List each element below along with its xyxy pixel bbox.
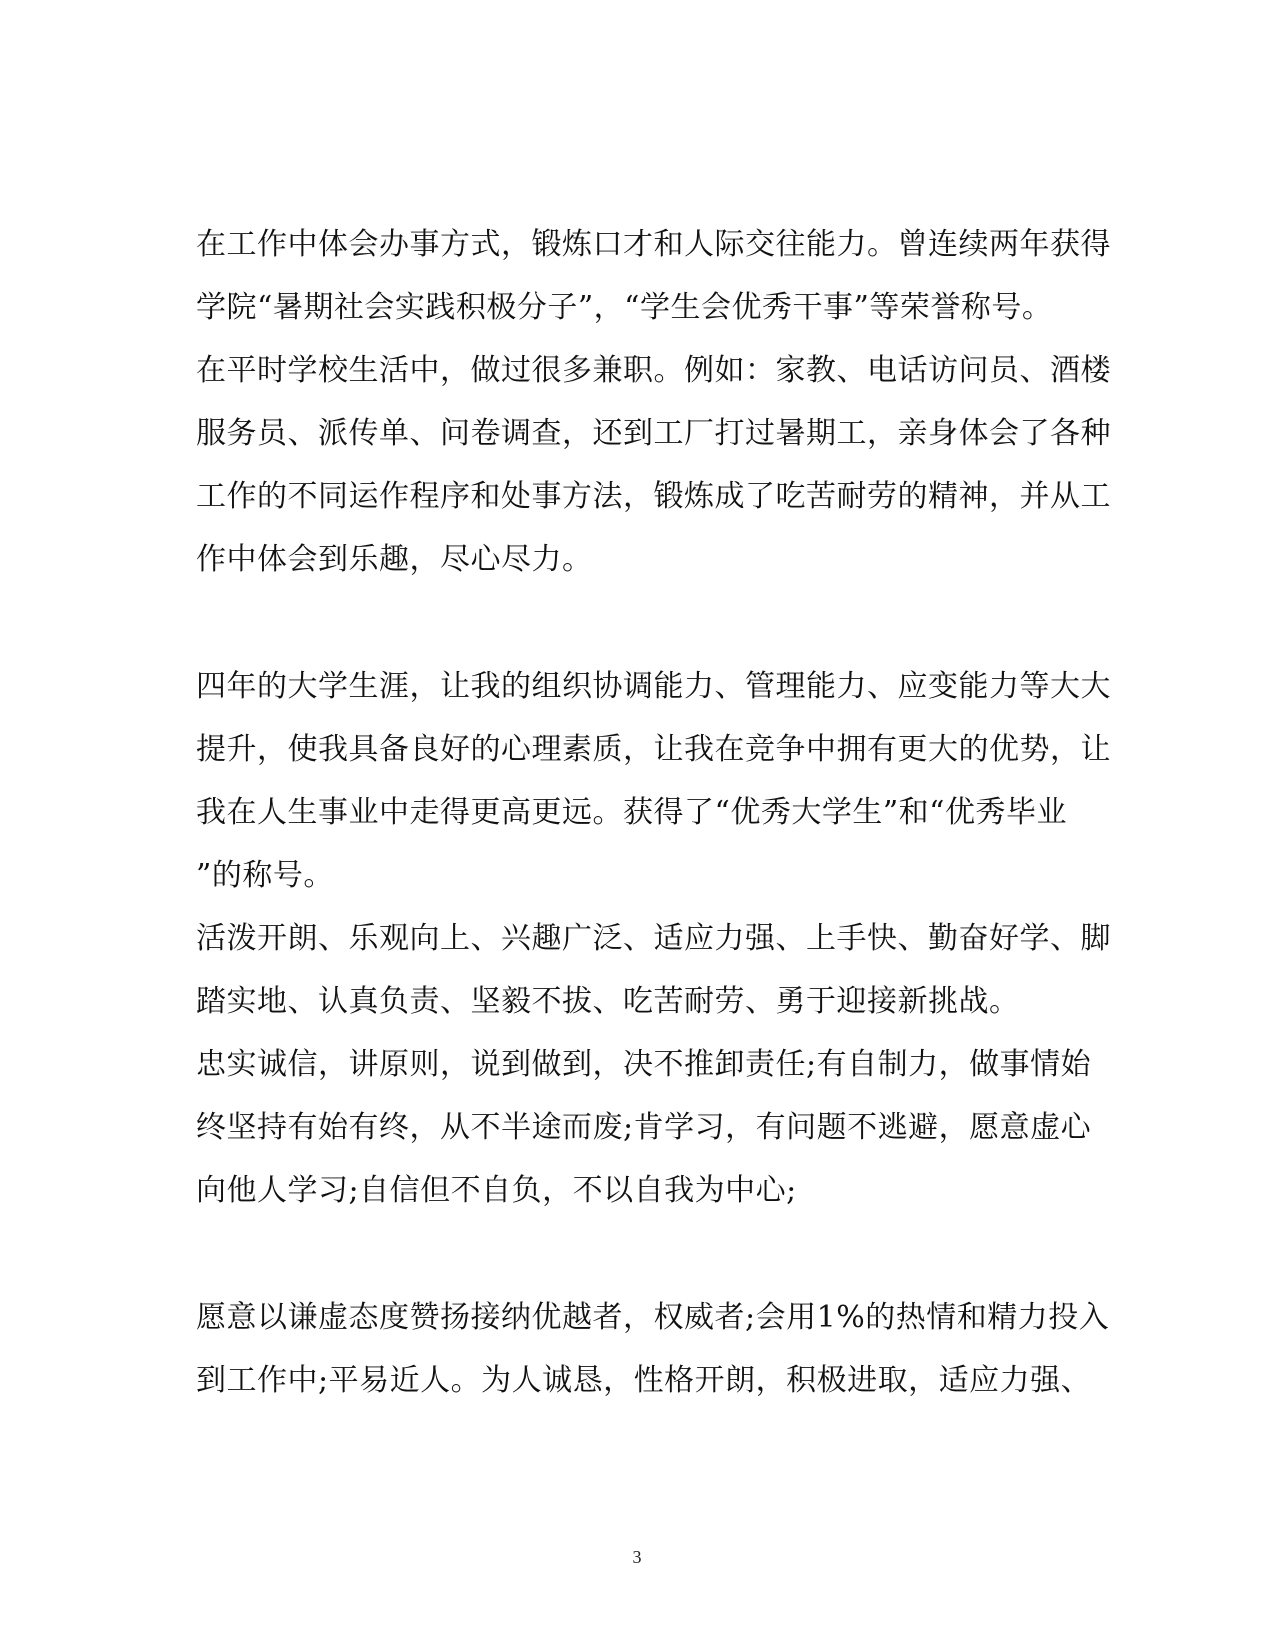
text-line: 服务员、派传单、问卷调查，还到工厂打过暑期工，亲身体会了各种	[196, 416, 1111, 451]
text-line: 活泼开朗、乐观向上、兴趣广泛、适应力强、上手快、勤奋好学、脚	[196, 921, 1111, 956]
text-line: 终坚持有始有终，从不半途而废;肯学习，有问题不逃避，愿意虚心	[196, 1110, 1092, 1145]
text-line: 忠实诚信，讲原则，说到做到，决不推卸责任;有自制力，做事情始	[196, 1047, 1092, 1082]
text-line: 愿意以谦虚态度赞扬接纳优越者，权威者;会用1%的热情和精力投入	[196, 1300, 1110, 1335]
text-line: 在工作中体会办事方式，锻炼口才和人际交往能力。曾连续两年获得	[196, 227, 1111, 262]
text-line: 我在人生事业中走得更高更远。获得了“优秀大学生”和“优秀毕业	[196, 795, 1068, 830]
text-line: 向他人学习;自信但不自负，不以自我为中心;	[196, 1173, 797, 1208]
text-line: 在平时学校生活中，做过很多兼职。例如：家教、电话访问员、酒楼	[196, 353, 1111, 388]
text-line: 提升，使我具备良好的心理素质，让我在竞争中拥有更大的优势，让	[196, 732, 1111, 767]
page-number: 3	[632, 1547, 642, 1567]
text-line: 工作的不同运作程序和处事方法，锻炼成了吃苦耐劳的精神，并从工	[196, 479, 1111, 514]
text-line: 作中体会到乐趣，尽心尽力。	[196, 542, 593, 577]
text-line: 到工作中;平易近人。为人诚恳，性格开朗，积极进取，适应力强、	[196, 1363, 1092, 1398]
text-line: ”的称号。	[196, 858, 334, 893]
text-line: 四年的大学生涯，让我的组织协调能力、管理能力、应变能力等大大	[196, 669, 1111, 704]
text-line: 踏实地、认真负责、坚毅不拔、吃苦耐劳、勇于迎接新挑战。	[196, 984, 1020, 1019]
text-line: 学院“暑期社会实践积极分子”，“学生会优秀干事”等荣誉称号。	[196, 290, 1053, 325]
